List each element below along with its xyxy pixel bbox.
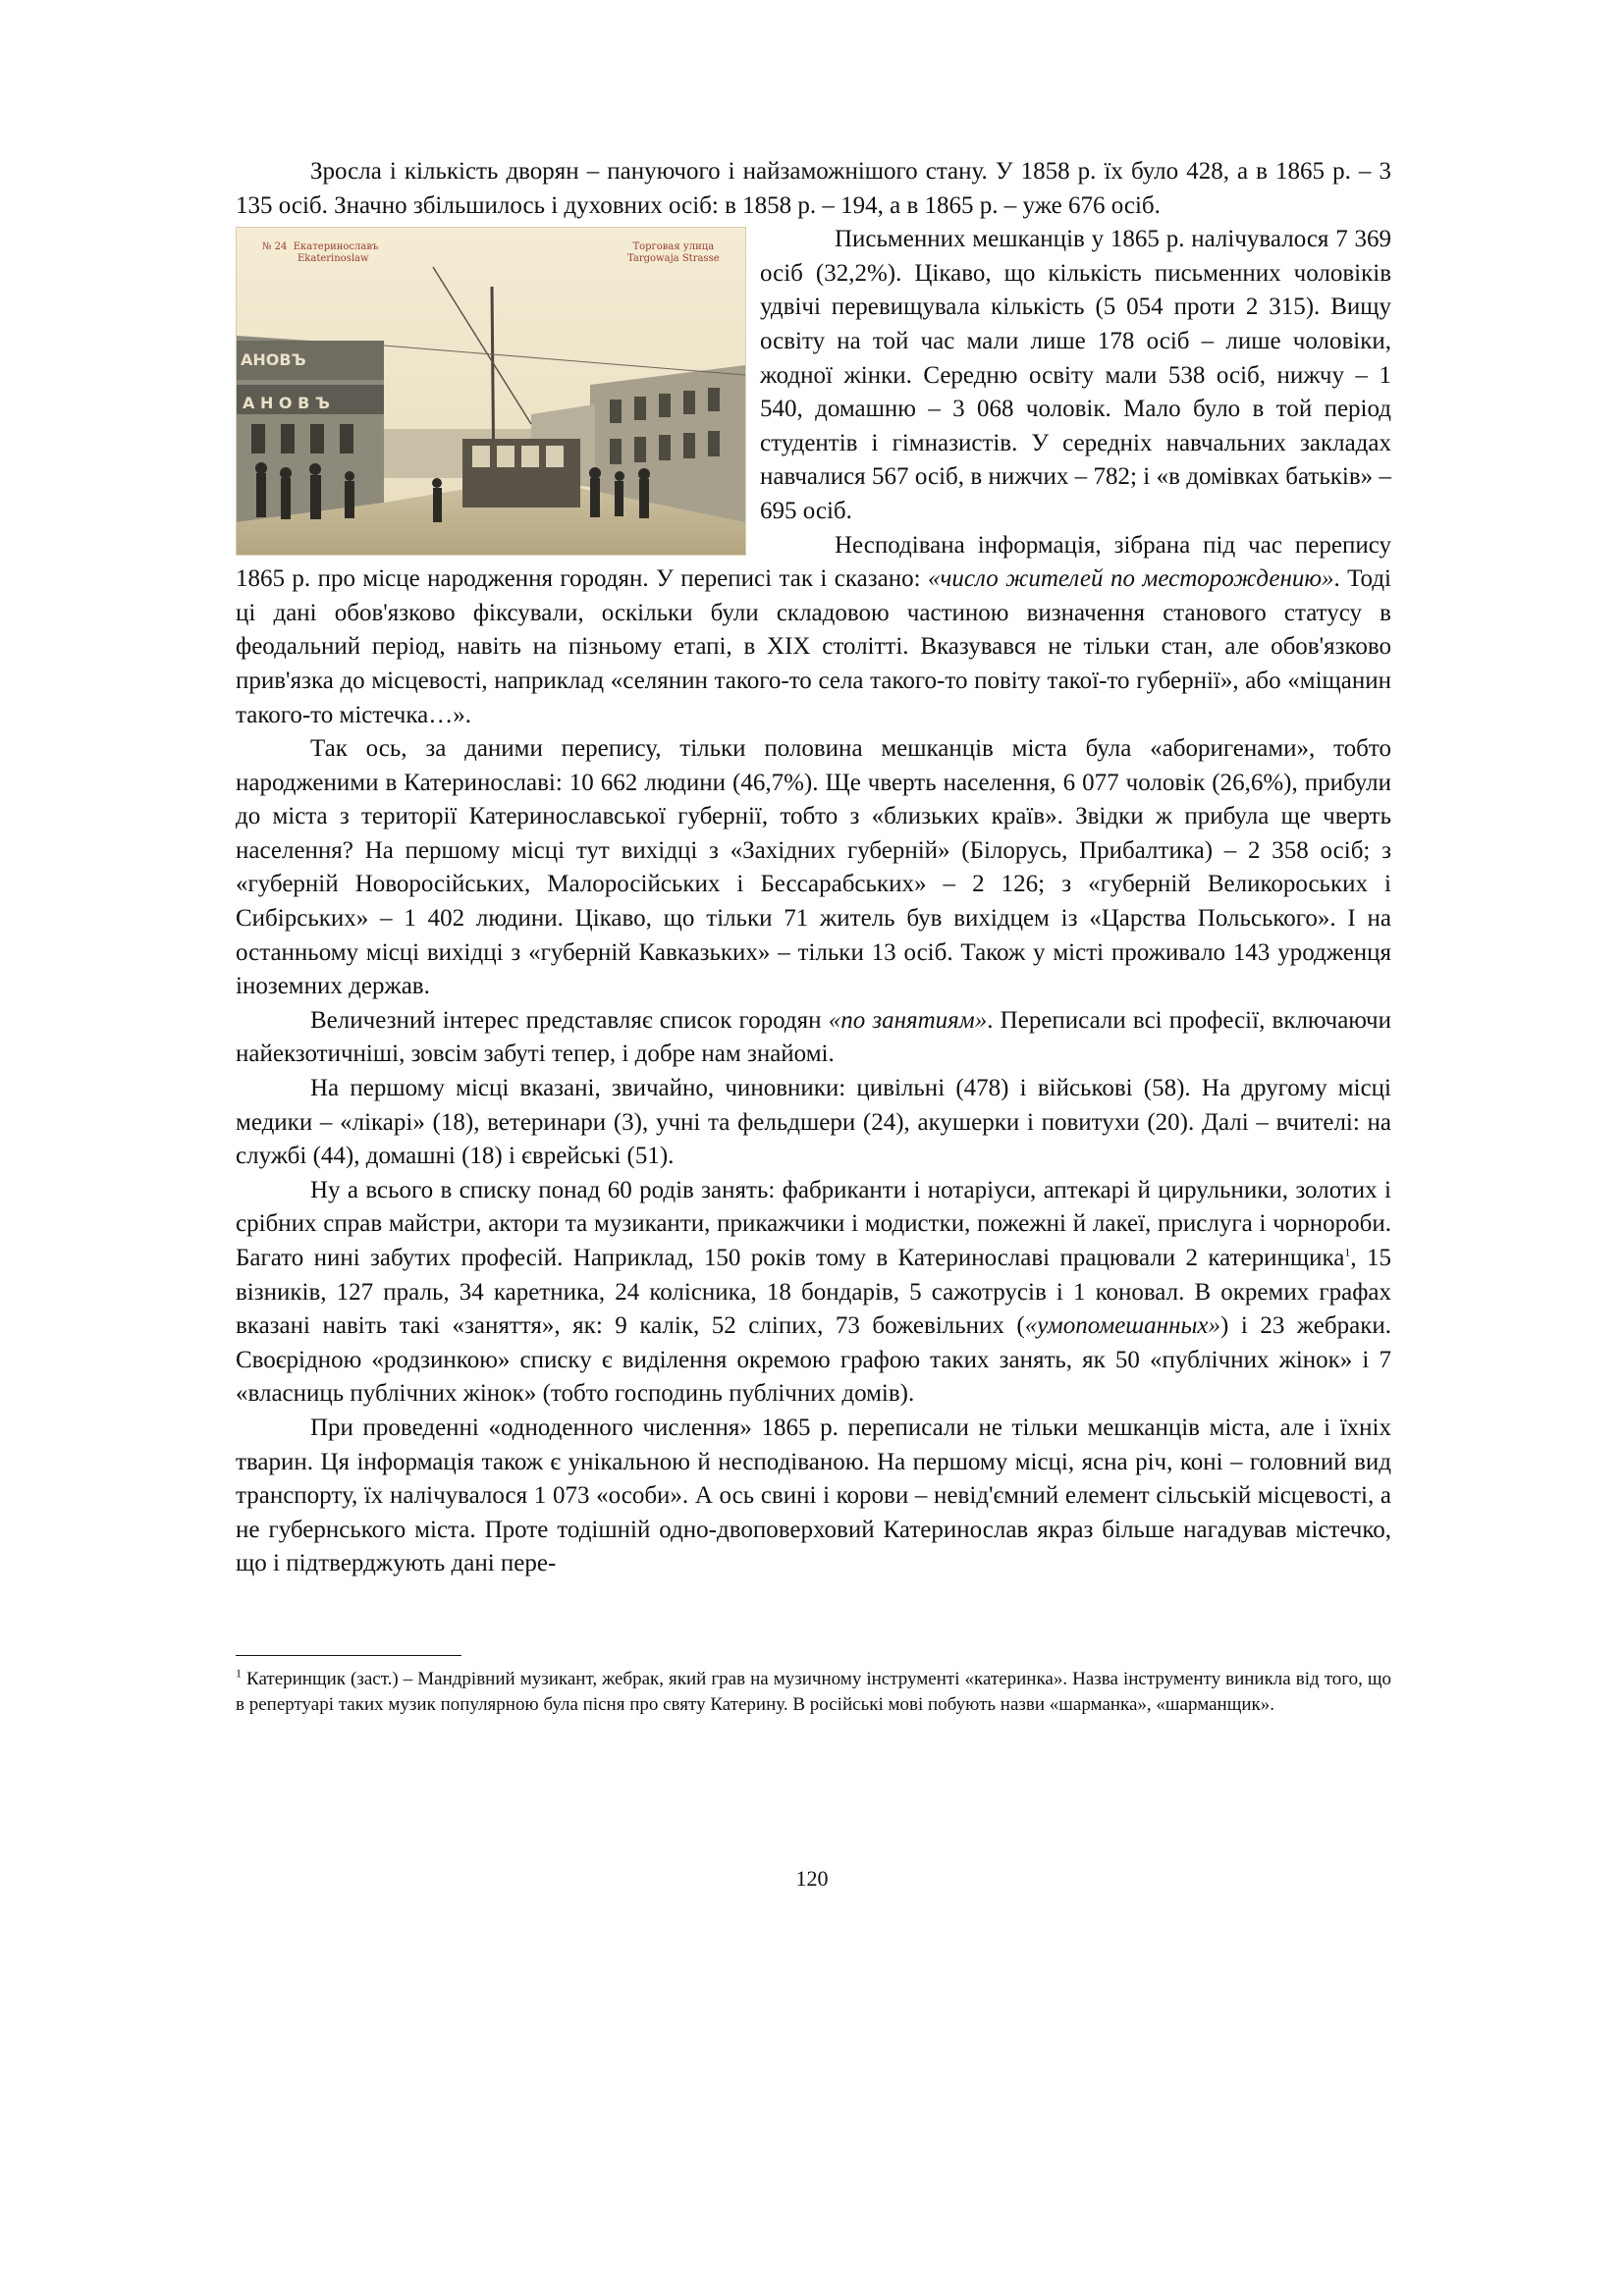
footnote-rule — [236, 1655, 461, 1656]
paragraph-origins: Так ось, за даними перепису, тільки половина мешканців міста була «аборигенами», тобто народженими в Катеринославі: 10 662 людини (46,7%). Ще чверть населення, 6 077 чоловік (26,6%), прибули до міста з території Катеринославської губернії, тобто з «близьких країв». Звідки ж прибула ще чверть населення? На першому місці тут вихідці з «Західних губерній» (Білорусь, Прибалтика) – 2 358 осіб; з «губерній Новоросійських, Малоросійських і Бессарабських» – 2 126; з «губерній Великороських і Сибірських» – 1 402 людини. Цікаво, що тільки 71 житель був вихідцем із «Царства Польського». І на останньому місці вихідці з «губерній Кавказьких» – тільки 13 осіб. Також у місті проживало 143 уродженця іноземних держав. — [236, 735, 1391, 1000]
footnote-marker[interactable]: 1 — [1344, 1245, 1351, 1259]
paragraph-officials: На першому місці вказані, звичайно, чиновники: цивільні (478) і військові (58). На другому місці медики – «лікарі» (18), ветеринари (3), учні та фельдшери (24), акушерки і повитухи (20). Далі – вчителі: на службі (44), домашні (18) і єврейські (51). — [236, 1075, 1391, 1170]
page-number: 120 — [795, 1866, 829, 1891]
paragraph-birthplace: Несподівана інформація, зібрана під час перепису 1865 р. про місце народження городян. У переписі так і сказано: «число жителей по месторождению». Тоді ці дані обов'язково фіксували, оскільки були складовою частиною визначення станового статусу в феодальний період, навіть на пізньому етапі, в XIX столітті. Вказувався не тільки стан, але обов'язково прив'язка до місцевості, наприклад «селянин такого-то села такого-то повіту такої-то губернії», або «міщанин такого-то містечка…». — [236, 531, 1391, 728]
paragraph-occupations-intro: Величезний інтерес представляє список городян «по занятиям». Переписали всі професії, включаючи найекзотичніші, зовсім забуті тепер, і добре нам знайомі. — [236, 1006, 1391, 1068]
sign-text-1: АНОВЪ — [241, 350, 306, 370]
paragraph-nobility: Зросла і кількість дворян – пануючого і найзаможнішого стану. У 1858 р. їх було 428, а в 1865 р. – 3 135 осіб. Значно збільшилось і духовних осіб: в 1858 р. – 194, а в 1865 р. – уже 676 осіб. — [236, 158, 1391, 219]
paragraph-animals: При проведенні «одноденного числення» 1865 р. переписали не тільки мешканців міста, але і їхніх тварин. Ця інформація також є унікальною й несподіваною. На першому місці, ясна річ, коні – головний вид транспорту, їх налічувалося 1 073 «особи». А ось свині і корови – невід'ємний елемент сільській місцевості, а не губернського міста. Проте тодішній одно-двоповерховий Катеринослав якраз більше нагадував містечко, що і підтверджують дані пере- — [236, 1414, 1391, 1577]
caption-left: № 24 Екатеринославъ Ekaterinoslaw — [262, 241, 379, 265]
postcard-image — [236, 227, 746, 556]
paragraph-professions: Ну а всього в списку понад 60 родів занять: фабриканти і нотаріуси, аптекарі й цирульники, золотих і срібних справ майстри, актори та музиканти, прикажчики і модистки, пожежні й лакеї, прислуга і чорнороби. Багато нині забутих професій. Наприклад, 150 років тому в Катеринославі працювали 2 катеринщика$^1$, 15 візників, 127 праль, 34 каретника, 24 колісника, 18 бондарів, 5 сажотрусів і 1 коновал. В окремих графах вказані навіть такі «заняття», як: 9 калік, 52 сліпих, 73 божевільних («умопомешанных») і 23 жебраки. Своєрідною «родзинкою» списку є виділення окремою графою таких занять, як 50 «публічних жінок» і 7 «власниць публічних жінок» (тобто господинь публічних домів). — [236, 1176, 1392, 1408]
footnote: $^1$ Катеринщик (заст.) – Мандрівний музикант, жебрак, який грав на музичному інструменті «катеринка». Назва інструменту виникла від того, що в репертуарі таких музик популярною була пісня про святу Катерину. В російські мові побують назви «шарманка», «шарманщик». — [236, 1666, 1391, 1715]
street-photo — [237, 228, 745, 555]
sign-text-2: А Н О В Ъ — [243, 394, 330, 413]
caption-right: Торговая улица Targowaja Strasse — [627, 241, 720, 265]
paragraph-literacy: Письменних мешканців у 1865 р. налічувалося 7 369 осіб (32,2%). Цікаво, що кількість письменних чоловіків удвічі перевищувала кількість (5 054 проти 2 315). Вищу освіту на той час мали лише 178 осіб – лише чоловіки, жодної жінки. Середню освіту мали 538 осіб, нижчу – 1 540, домашню – 3 068 чоловік. Мало було в той період студентів і гімназистів. У середніх навчальних закладах навчалися 567 осіб, в нижчих – 782; і «в домівках батьків» – 695 осіб. — [760, 226, 1391, 524]
page-body — [236, 155, 1391, 1581]
